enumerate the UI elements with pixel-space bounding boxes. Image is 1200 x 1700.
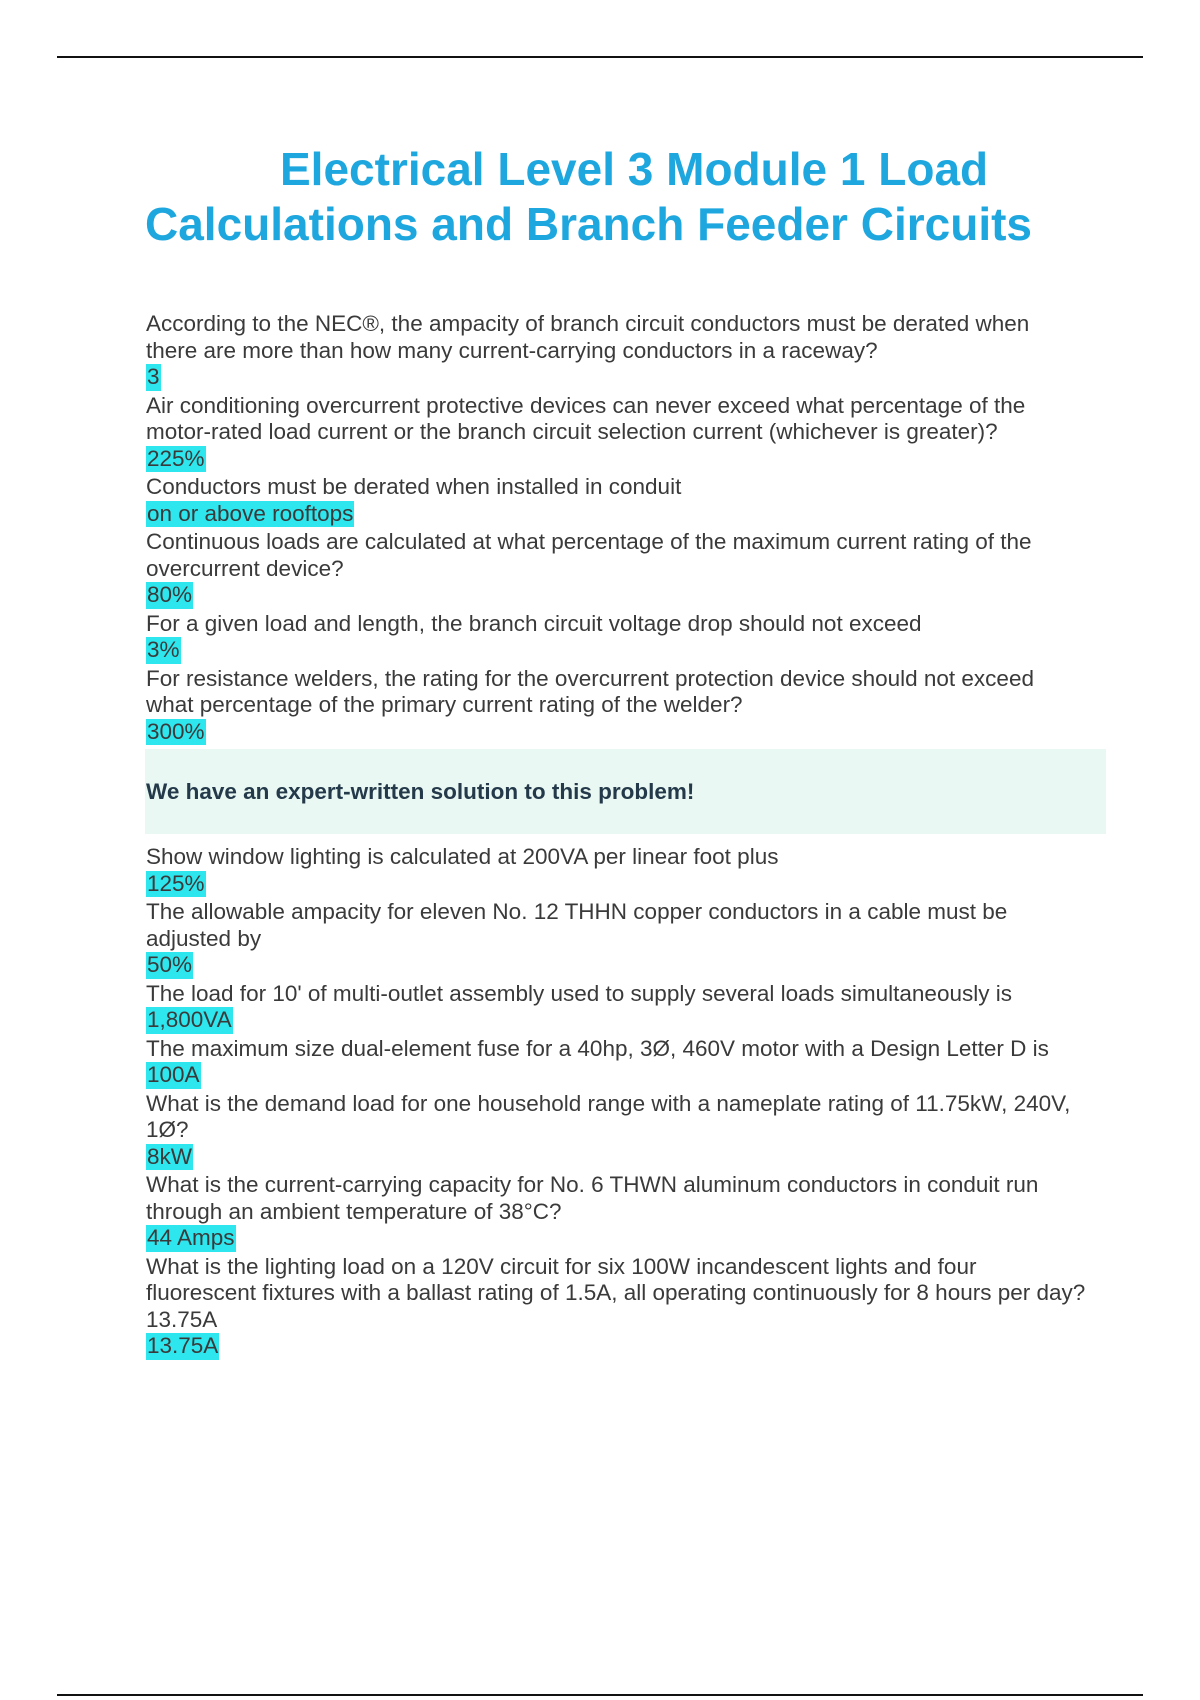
- document-title: [145, 142, 1105, 252]
- qa-item: [146, 1091, 1086, 1173]
- footer-rule: [57, 1694, 1143, 1696]
- question-text: Show window lighting is calculated at 200VA per linear foot plus: [146, 844, 779, 869]
- answer-highlight: 300%: [147, 718, 205, 744]
- question-text: Air conditioning overcurrent protective devices can never exceed what percentage of the motor-rated load current or the branch circuit selection current (whichever is greater)?: [146, 392, 1026, 444]
- qa-item: [146, 529, 1086, 611]
- question-text: Conductors must be derated when installed in conduit: [146, 474, 682, 499]
- answer-highlight: 125%: [147, 870, 205, 896]
- qa-item: [146, 899, 1086, 981]
- question-text: According to the NEC®, the ampacity of branch circuit conductors must be derated when there are more than how many current-carrying conductors in a raceway?: [146, 311, 1030, 363]
- answer-highlight: 1,800VA: [147, 1007, 232, 1032]
- question-text: What is the current-carrying capacity for No. 6 THWN aluminum conductors in conduit run through an ambient temperature of 38°C?: [146, 1172, 1039, 1224]
- question-text: The load for 10' of multi-outlet assembly used to supply several loads simultaneously is: [146, 980, 1012, 1006]
- qa-item: [146, 666, 1086, 748]
- qa-item: [146, 981, 1086, 1036]
- answer-highlight: 50%: [147, 952, 193, 977]
- question-text: The allowable ampacity for eleven No. 12 THHN copper conductors in a cable must be adjusted by: [146, 899, 1008, 951]
- qa-list-before-banner: [146, 311, 1086, 747]
- answer-highlight: 3%: [147, 637, 180, 662]
- qa-content: [146, 311, 1086, 1362]
- answer-highlight: 8kW: [147, 1143, 192, 1169]
- question-text: Continuous loads are calculated at what percentage of the maximum current rating of the overcurrent device?: [146, 529, 1032, 581]
- question-text: The maximum size dual-element fuse for a 40hp, 3Ø, 460V motor with a Design Letter D is: [146, 1035, 1049, 1061]
- question-text: What is the demand load for one household range with a nameplate rating of 11.75kW, 240V, 1Ø?: [146, 1090, 1071, 1142]
- answer-highlight: 3: [147, 364, 160, 389]
- qa-item: [146, 1036, 1086, 1091]
- banner-text: We have an expert-written solution to this problem!: [146, 778, 695, 804]
- qa-item: [146, 474, 1086, 529]
- qa-list-after-banner: [146, 844, 1086, 1362]
- qa-item: [146, 393, 1086, 475]
- qa-item: [146, 1172, 1086, 1254]
- question-text: What is the lighting load on a 120V circuit for six 100W incandescent lights and four fluorescent fixtures with a ballast rating of 1.5A, all operating continuously for 8 hours per day? 13.75A: [146, 1253, 1086, 1332]
- qa-item: [146, 611, 1086, 666]
- header-rule: [57, 56, 1143, 58]
- qa-item: [146, 844, 1086, 899]
- qa-item: [146, 311, 1086, 393]
- answer-highlight: on or above rooftops: [147, 500, 354, 526]
- answer-highlight: 100A: [147, 1062, 200, 1087]
- title-line-2: Calculations and Branch Feeder Circuits: [145, 198, 1033, 250]
- qa-item: [146, 1254, 1086, 1362]
- question-text: For a given load and length, the branch circuit voltage drop should not exceed: [146, 610, 922, 636]
- expert-solution-banner: [145, 749, 1106, 834]
- answer-highlight: 225%: [147, 445, 205, 471]
- answer-highlight: 80%: [147, 582, 193, 607]
- title-line-1: Electrical Level 3 Module 1 Load: [280, 143, 989, 195]
- answer-highlight: 44 Amps: [147, 1225, 235, 1250]
- answer-highlight: 13.75A: [147, 1333, 219, 1358]
- question-text: For resistance welders, the rating for the overcurrent protection device should not exceed what percentage of the primary current rating of the welder?: [146, 665, 1034, 717]
